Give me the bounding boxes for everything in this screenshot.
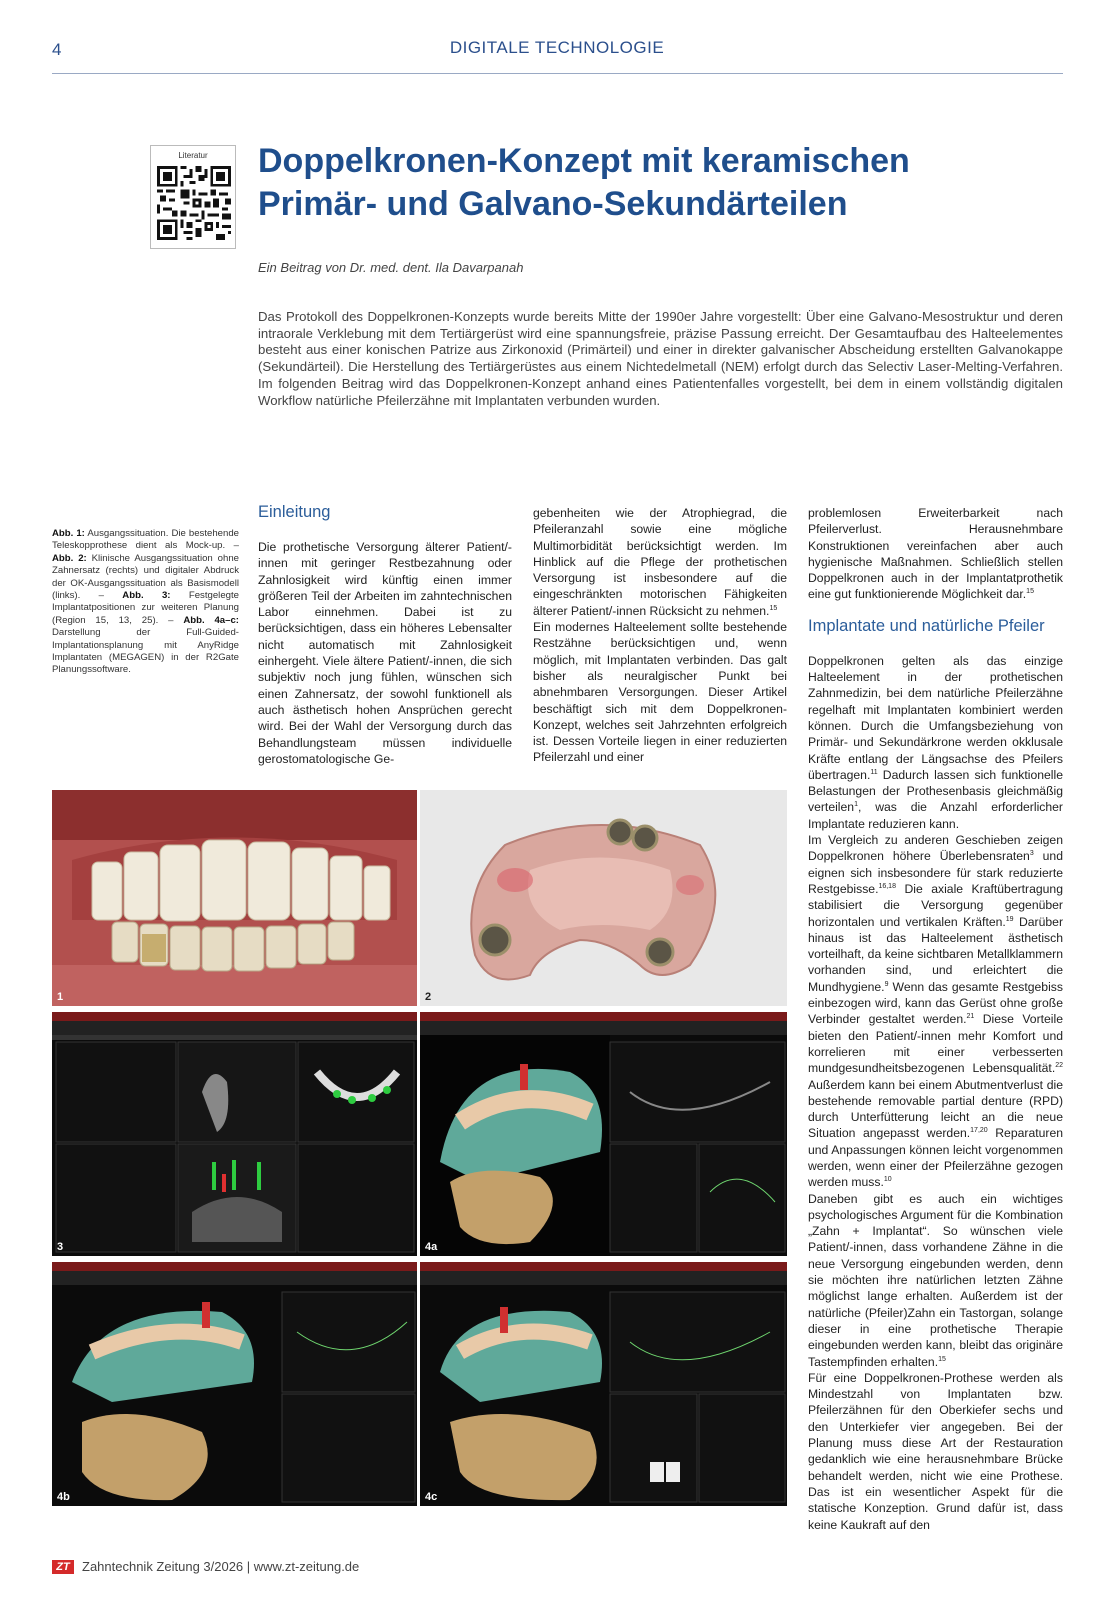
paragraph-text: , was die Anzahl erforderlicher Implantate reduzieren kann. [808,800,1063,831]
figure-number: 4c [425,1491,438,1503]
page-number: 4 [52,40,62,59]
paragraph-text: Die axiale Kraftübertragung stabilisiert die Versorgung gegenüber horizontalen und vertikalen Kräften. [808,881,1063,929]
body-column-2 [533,505,787,766]
digital-scan-image [420,790,787,1006]
reference-number: 15 [769,604,778,612]
heading-implantate: Implantate und natürliche Pfeiler [808,616,1045,635]
figure-4a-3d-planning [420,1012,787,1256]
body-column-3 [808,505,1063,1533]
planning-software-screenshot [420,1262,787,1506]
heading-einleitung: Einleitung [258,503,331,521]
reference-number: 10 [883,1176,892,1184]
caption-abb3-label: Abb. 3: [122,590,171,602]
reference-number: 16,18 [878,882,896,890]
figure-4c-3d-planning [420,1262,787,1506]
figure-number: 2 [425,991,432,1003]
section-title: DIGITALE TECHNOLOGIE [449,38,665,57]
reference-number: 19 [1005,915,1014,923]
figure-3-implant-planning [52,1012,417,1256]
caption-abb2-label: Abb. 2: [52,552,87,564]
paragraph: Die prothetische Versorgung älterer Patient/-innen mit geringer Restbezahnung oder Zahnlosigkeit wird künftig einen immer größeren Teil der Arbeiten im zahntechnischen Labor einnehmen. Dabei ist zu berücksichtigen, dass ein höheres Lebensalter nicht automatisch mit Zahnlosigkeit einhergeht. Viele ältere Patient/-innen, die sich subjektiv noch jung fühlen, wünschen sich einen Zahnersatz, der sowohl funktionell als auch ästhetisch hohen Ansprüchen gerecht wird. Bei der Wahl der Versorgung durch das Behandlungsteam müssen individuelle gerostomatologische Ge- [258,540,512,766]
paragraph-text: Wenn das gesamte Restgebiss einbezogen wird, kann das Gerüst ohne große Verbinder gestaltet werden. [808,979,1063,1027]
paragraph [808,1191,1063,1370]
paragraph-text: Diese Vorteile bieten den Patient/-innen mehr Komfort und korrelieren mit einer verbesserten mundgesundheitsbezogenen Lebensqualität. [808,1012,1063,1076]
caption-abb3-text: Festgelegte Implantatpositionen zur weiteren Planung (Region 15, 13, 25). – [52,590,239,626]
qr-code-literature[interactable] [150,145,236,249]
reference-number: 22 [1055,1062,1063,1070]
caption-abb4-label: Abb. 4a–c: [183,614,239,626]
caption-abb2-text: Klinische Ausgangssituation ohne Zahnersatz (rechts) und digitaler Abdruck der OK-Ausgangssituation als Basismodell (links). – [52,552,239,602]
paragraph: Für eine Doppelkronen-Prothese werden als Mindestzahl von Implantaten bzw. Pfeilerzähnen für den Oberkiefer sechs und den Unterkiefer vier angegeben. Bei der Planung muss diese Art der Restauration gedanklich wie eine herausnehmbare Brücke behandelt werden, nicht wie eine Prothese. Das ist ein wesentlicher Aspekt für die statische Konzeption. Grund dafür ist, dass keine Kaukraft auf den [808,1370,1063,1532]
byline: Ein Beitrag von Dr. med. dent. Ila Davarpanah [258,260,524,275]
caption-abb4-text: Darstellung der Full-Guided-Implantationsplanung mit AnyRidge Implantaten (MEGAGEN) in der R2Gate Planungssoftware. [52,627,239,676]
footer-text: Zahntechnik Zeitung 3/2026 | www.zt-zeitung.de [82,1559,360,1574]
paragraph-text: Dadurch lassen sich funktionelle Belastungen der Prothesenbasis gleichmäßig verteilen [808,767,1063,815]
header-divider [52,73,1063,74]
planning-software-screenshot [52,1012,417,1256]
reference-number: 15 [938,1355,946,1363]
paragraph-text: Außerdem kann bei einem Abutmentverlust die bestehende removable partial denture (RPD) durch Unterfütterung leicht an die neue Situation angepasst werden. [808,1077,1063,1141]
caption-abb1-text: Ausgangssituation. Die bestehende Teleskopprothese dient als Mock-up. – [52,528,240,552]
lead-paragraph: Das Protokoll des Doppelkronen-Konzepts wurde bereits Mitte der 1990er Jahre vorgestellt: Über eine Galvano-Mesostruktur und deren intraorale Verklebung mit dem Tertiärgerüst wird eine spannungsfreie, präzise Passung erreicht. Der Gesamtaufbau des Halteelementes besteht aus einer konischen Patrize aus Zirkonoxid (Primärteil) und einer in direkter galvanischer Abscheidung erstellten Galvanokappe (Sekundärteil). Die Herstellung des Tertiärgerüstes aus einem Nichtedelmetall (NEM) erfolgt durch das Selectiv Laser-Melting-Verfahren. Im folgenden Beitrag wird das Doppelkronen-Konzept anhand eines Patientenfalles vorgestellt, bei dem in einem vollständig digitalen Workflow natürliche Pfeilerzähne mit Implantaten verbunden wurden. [258,309,1063,408]
paragraph-text: Im Vergleich zu anderen Geschieben zeigen Doppelkronen höhere Überlebensraten [808,833,1063,864]
reference-number: 9 [884,980,889,988]
paragraph-text: gebenheiten wie der Atrophiegrad, die Pfeileranzahl sowie eine mögliche Multimorbidität berücksichtigt werden. Im Hinblick auf die Pflege der prothetischen Versorgung ist insbesondere auf die eingeschränkten motorischen Fähigkeiten älterer Patient/-innen Rücksicht zu nehmen. [533,506,787,618]
paragraph-text: und eignen sich insbesondere für stark reduzierte Restgebisse. [808,849,1063,896]
figure-number: 3 [57,1241,64,1253]
paragraph [533,505,787,619]
reference-number: 3 [1029,850,1034,858]
zt-logo: ZT [52,1560,74,1574]
paragraph [808,653,1063,832]
figure-2-digital-scan [420,790,787,1006]
qr-code-icon [157,166,231,240]
paragraph [808,832,1063,1191]
planning-software-screenshot [420,1012,787,1256]
qr-label: Literatur [178,151,208,160]
paragraph-text: Daneben gibt es auch ein wichtiges psychologisches Argument für die Kombination „Zahn + Implantat“. So wünschen viele Patient/-innen, dass vorhandene Zähne in die neue Versorgung eingebunden werden, denn sie möchten ihre natürlichen letzten Zähne möglichst lange erhalten. Außerdem ist der natürliche (Pfeiler)Zahn ein Tastorgan, solange dieser in eine prothetische Therapie eingebunden werden kann, bleibt das originäre Tastempfinden erhalten. [808,1191,1063,1369]
figure-number: 1 [57,991,64,1003]
intraoral-photo-image [52,790,417,1006]
figure-1-intraoral-photo [52,790,417,1006]
paragraph: Ein modernes Halteelement sollte bestehende Restzähne berücksichtigen und, wenn möglich, mit Implantaten verbinden. Das galt bisher als neuralgischer Punkt bei abnehmbaren Versorgungen. Dieser Artikel beschäftigt sich mit dem Doppelkronen-Konzept, welches seit Jahrzehnten erfolgreich ist. Dessen Vorteile liegen in einer reduzierten Pfeilerzahl und einer [533,620,787,765]
figure-4b-3d-planning [52,1262,417,1506]
article-title: Doppelkronen-Konzept mit keramischen Primär- und Galvano-Sekundärteilen [258,142,910,223]
caption-abb1-label: Abb. 1: [52,528,85,539]
reference-number: 17,20 [970,1127,988,1135]
reference-number: 1 [854,801,858,809]
figure-number: 4b [57,1491,70,1503]
paragraph [808,505,1063,603]
planning-software-screenshot [52,1262,417,1506]
paragraph-text: Doppelkronen gelten als das einzige Halteelement in der prothetischen Zahnmedizin, bei dem natürliche Pfeilerzähne regelhaft mit Implantaten kombiniert werden können. Durch die Umfangsbeziehung von Primär- und Sekundärkrone werden okklusale Kräfte entlang der Längsachse des Pfeilers übertragen. [808,653,1063,782]
reference-number: 15 [1026,588,1034,596]
paragraph-text: problemlosen Erweiterbarkeit nach Pfeilerverlust. Herausnehmbare Konstruktionen vereinfachen aber auch hygienische Maßnahmen. Schließlich stellen Doppelkronen auch in der Implantatprothetik eine gut funktionierende Möglichkeit dar. [808,506,1063,602]
figure-caption [52,528,239,677]
paragraph-text: Reparaturen und Anpassungen können leicht vorgenommen werden, wenn einer der Pfeilerzähne gezogen werden muss. [808,1126,1063,1190]
paragraph-text: Darüber hinaus ist das Halteelement ästhetisch vorteilhaft, da keine sichtbaren Metallklammern vorhanden sind, und erleichtert die Mundhygiene. [808,914,1064,994]
body-column-1 [258,502,512,767]
figure-number: 4a [425,1241,438,1253]
reference-number: 11 [870,768,878,776]
reference-number: 21 [966,1013,975,1021]
